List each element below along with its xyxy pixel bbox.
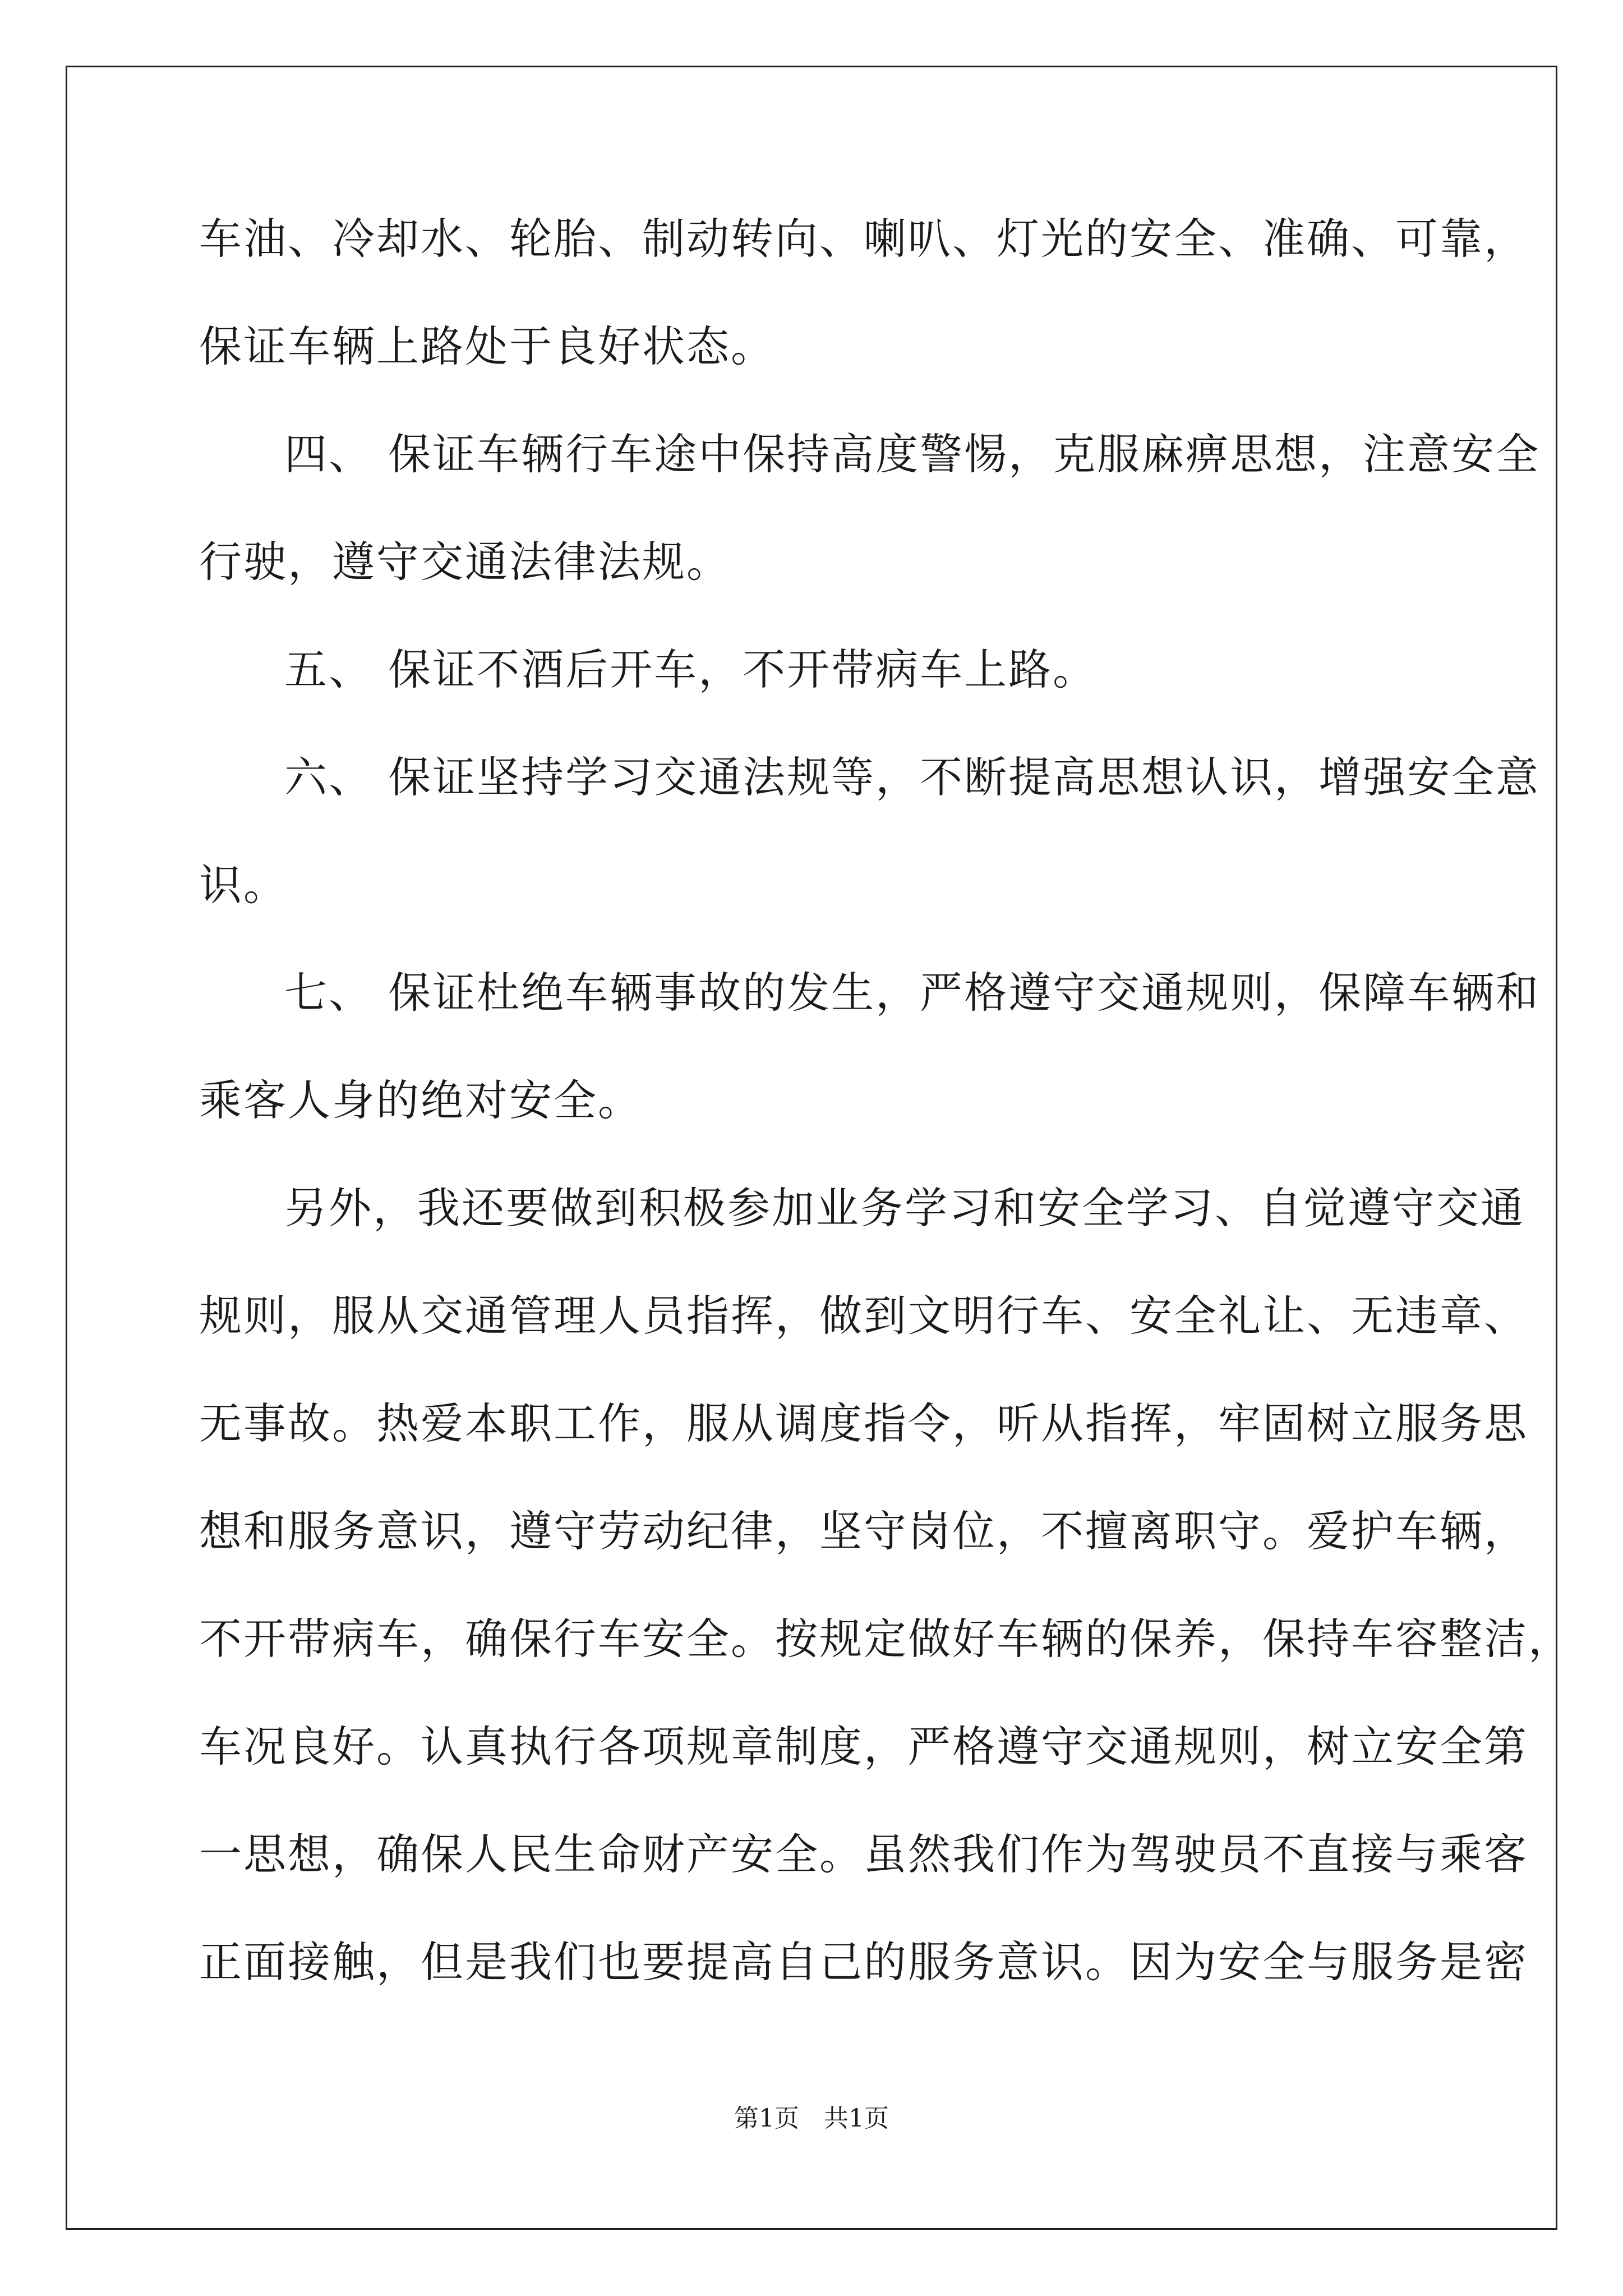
text-line: 另外，我还要做到积极参加业务学习和安全学习、自觉遵守交通 <box>284 1183 1525 1233</box>
text-line: 车况良好。认真执行各项规章制度，严格遵守交通规则，树立安全第 <box>199 1722 1528 1772</box>
text-line: 规则，服从交通管理人员指挥，做到文明行车、安全礼让、无违章、 <box>199 1291 1528 1341</box>
text-line: 七、 保证杜绝车辆事故的发生，严格遵守交通规则，保障车辆和 <box>284 968 1541 1018</box>
text-line: 无事故。热爱本职工作，服从调度指令，听从指挥，牢固树立服务思 <box>199 1398 1528 1448</box>
text-line: 不开带病车，确保行车安全。按规定做好车辆的保养，保持车容整洁， <box>199 1614 1573 1664</box>
page-footer <box>0 2098 1623 2134</box>
page-number-current: 第1页 <box>734 2104 799 2133</box>
text-line: 一思想，确保人民生命财产安全。虽然我们作为驾驶员不直接与乘客 <box>199 1829 1528 1879</box>
text-line: 识。 <box>199 860 288 910</box>
text-line: 车油、冷却水、轮胎、制动转向、喇叭、灯光的安全、准确、可靠， <box>199 214 1528 264</box>
text-line: 保证车辆上路处于良好状态。 <box>199 321 775 371</box>
text-line: 想和服务意识，遵守劳动纪律，坚守岗位，不擅离职守。爱护车辆， <box>199 1506 1528 1556</box>
page-number-total: 共1页 <box>824 2104 889 2133</box>
text-line: 正面接触，但是我们也要提高自己的服务意识。因为安全与服务是密 <box>199 1937 1528 1987</box>
text-line: 乘客人身的绝对安全。 <box>199 1075 642 1125</box>
text-line: 四、 保证车辆行车途中保持高度警惕，克服麻痹思想，注意安全 <box>284 429 1541 479</box>
document-body <box>199 185 1573 2016</box>
text-line: 六、 保证坚持学习交通法规等，不断提高思想认识，增强安全意 <box>284 752 1541 802</box>
text-line: 行驶，遵守交通法律法规。 <box>199 537 731 587</box>
text-line: 五、 保证不酒后开车，不开带病车上路。 <box>284 645 1098 694</box>
